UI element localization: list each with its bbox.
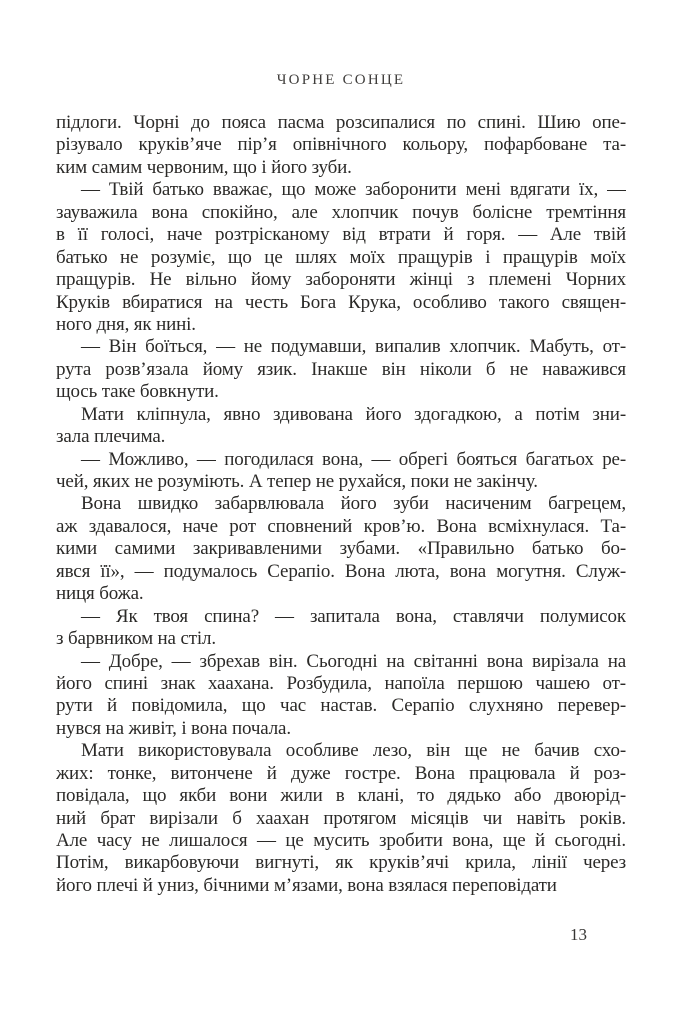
text-line: аж здавалося, наче рот сповнений кров’ю. Вона всміхнулася. Та-	[56, 515, 626, 537]
paragraph	[56, 112, 626, 179]
text-line: Мати кліпнула, явно здивована його здогадкою, а потім зни-	[81, 403, 626, 425]
text-line: його плечі й униз, бічними м’язами, вона взялася переповідати	[56, 874, 557, 896]
text-line: Мати використовувала особливе лезо, він ще не бачив схо-	[81, 740, 626, 762]
text-line: жих: тонке, витончене й дуже гостре. Вона працювала й роз-	[56, 762, 626, 784]
text-line: — Добре, — збрехав він. Сьогодні на світанні вона вирізала на	[81, 650, 626, 672]
text-line: Але часу не лишалося — це мусить зробити вона, ще й сьогодні.	[56, 830, 626, 851]
text-line: повідала, що якби вони жили в клані, то дядько або двоюрід-	[56, 785, 626, 807]
text-line: нувся на живіт, і вона почала.	[56, 717, 291, 739]
text-line: — Як твоя спина? — запитала вона, ставлячи полумисок	[81, 605, 626, 627]
paragraph	[56, 493, 626, 605]
paragraph	[56, 336, 626, 403]
running-header: ЧОРНЕ СОНЦЕ	[276, 72, 406, 88]
text-line: — Він боїться, — не подумавши, випалив хлопчик. Мабуть, от-	[81, 336, 626, 358]
text-line: щось таке бовкнути.	[56, 381, 219, 403]
text-block	[56, 112, 626, 897]
text-line: рута розв’язала йому язик. Інакше він ніколи б не наважився	[56, 358, 626, 380]
text-line: ким самим червоним, що і його зуби.	[56, 156, 352, 178]
text-line: ного дня, як нині.	[56, 313, 196, 335]
text-line: його спині знак хаахана. Розбудила, напоїла першою чашею от-	[56, 672, 626, 694]
text-line: Круків вбиратися на честь Бога Крука, особливо такого священ-	[56, 291, 626, 313]
text-line: — Твій батько вважає, що може заборонити мені вдягати їх, —	[81, 179, 626, 201]
text-line: різувало круків’яче пір’я опівнічного кольору, пофарбоване та-	[56, 134, 626, 156]
text-line: Вона швидко забарвлювала його зуби насиченим багрецем,	[81, 493, 626, 515]
text-line: пращурів. Не вільно йому забороняти жінці з племені Чорних	[56, 269, 626, 291]
text-line: в її голосі, наче розтрісканому від втрати й горя. — Але твій	[56, 224, 626, 246]
text-line: ний брат вирізали б хаахан протягом місяців чи навіть років.	[56, 807, 626, 829]
paragraph	[56, 740, 626, 897]
page-number: 13	[570, 925, 587, 944]
paragraph	[56, 449, 626, 494]
text-line: чей, яких не розуміють. А тепер не рухайся, поки не закінчу.	[56, 471, 538, 492]
paragraph	[56, 651, 626, 741]
text-line: зауважила вона спокійно, але хлопчик почув болісне тремтіння	[56, 201, 626, 223]
text-line: рути й повідомила, що час настав. Серапіо слухняно перевер-	[56, 695, 626, 717]
text-line: батько не розуміє, що це шлях моїх пращурів і пращурів моїх	[56, 246, 626, 268]
paragraph	[56, 404, 626, 449]
text-line: — Можливо, — погодилася вона, — обрегі бояться багатьох ре-	[81, 448, 626, 470]
text-line: з барвником на стіл.	[56, 628, 216, 650]
paragraph	[56, 606, 626, 651]
paragraph	[56, 179, 626, 336]
text-line: підлоги. Чорні до пояса пасма розсипалися по спині. Шию опе-	[56, 112, 626, 133]
text-line: зала плечима.	[56, 426, 166, 448]
text-line: кими самими закривавленими зубами. «Правильно батько бо-	[56, 538, 626, 560]
text-line: явся її», — подумалось Серапіо. Вона люта, вона могутня. Служ-	[56, 560, 626, 582]
text-line: ниця божа.	[56, 583, 144, 605]
text-line: Потім, викарбовуючи вигнуті, як круків’ячі крила, лінії через	[56, 852, 626, 874]
